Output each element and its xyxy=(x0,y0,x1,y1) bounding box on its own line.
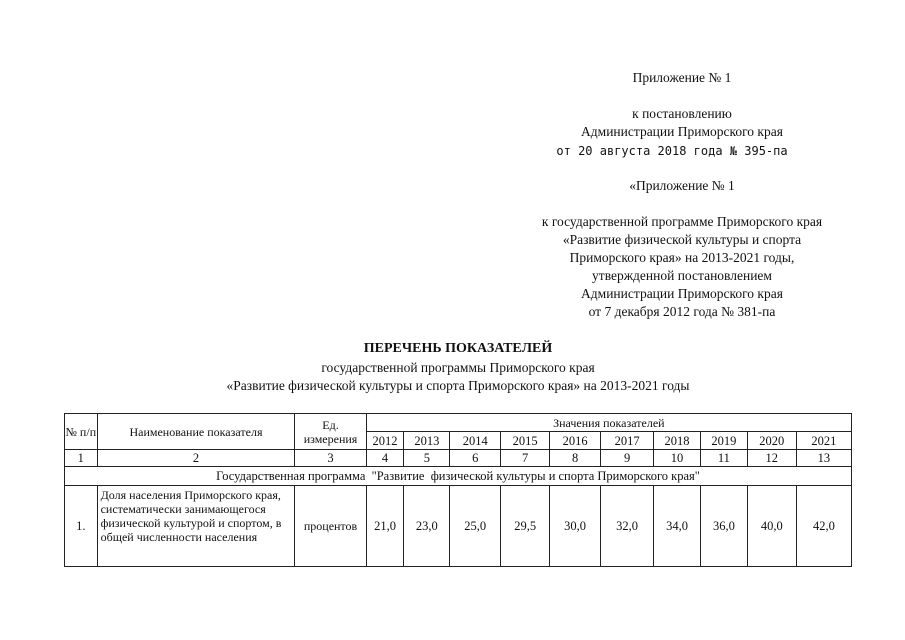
year-header: 2012 xyxy=(366,432,404,450)
header-unit-label: Ед. измерения xyxy=(303,417,358,446)
column-number: 8 xyxy=(550,450,601,467)
indicator-value: 21,0 xyxy=(366,486,404,567)
row-number: 1. xyxy=(65,486,98,567)
document-subtitle-1: государственной программы Приморского края xyxy=(321,360,595,375)
indicator-name: Доля населения Приморского края, систематически занимающегося физической культурой и спортом, в общей численности населения xyxy=(97,486,295,567)
indicator-unit: процентов xyxy=(295,486,366,567)
administration-label-2: Администрации Приморского края xyxy=(581,286,783,301)
column-number: 11 xyxy=(700,450,747,467)
indicator-value: 42,0 xyxy=(796,486,851,567)
column-number: 5 xyxy=(404,450,450,467)
program-row: Государственная программа "Развитие физической культуры и спорта Приморского края" xyxy=(65,467,852,486)
year-header: 2013 xyxy=(404,432,450,450)
indicator-value: 36,0 xyxy=(700,486,747,567)
year-header: 2016 xyxy=(550,432,601,450)
indicator-value: 29,5 xyxy=(501,486,550,567)
indicator-value: 30,0 xyxy=(550,486,601,567)
year-header: 2021 xyxy=(796,432,851,450)
column-number: 4 xyxy=(366,450,404,467)
year-header: 2018 xyxy=(654,432,701,450)
values-header: Значения показателей xyxy=(366,414,851,432)
column-number: 9 xyxy=(601,450,654,467)
resolution-date-number: от 20 августа 2018 года № 395-па xyxy=(556,144,788,158)
program-name-line-1: «Развитие физической культуры и спорта xyxy=(562,232,802,247)
indicators-table xyxy=(64,413,852,567)
appendix-label: Приложение № 1 xyxy=(632,70,732,85)
column-number: 3 xyxy=(295,450,366,467)
document-title: ПЕРЕЧЕНЬ ПОКАЗАТЕЛЕЙ xyxy=(363,341,553,356)
column-number: 10 xyxy=(654,450,701,467)
document-subtitle-2: «Развитие физической культуры и спорта Приморского края» на 2013-2021 годы xyxy=(226,378,690,393)
header-unit-cell xyxy=(295,414,366,450)
appendix-label-2: «Приложение № 1 xyxy=(629,178,735,193)
year-header: 2015 xyxy=(501,432,550,450)
indicator-value: 32,0 xyxy=(601,486,654,567)
indicator-value: 25,0 xyxy=(450,486,501,567)
indicator-value: 40,0 xyxy=(747,486,796,567)
header-name-cell xyxy=(97,414,295,450)
table-row xyxy=(65,486,852,567)
year-header: 2020 xyxy=(747,432,796,450)
indicator-value: 23,0 xyxy=(404,486,450,567)
resolution-label: к постановлению xyxy=(632,106,732,121)
column-number: 7 xyxy=(501,450,550,467)
column-number: 6 xyxy=(450,450,501,467)
year-header: 2017 xyxy=(601,432,654,450)
administration-label: Администрации Приморского края xyxy=(581,124,783,139)
column-number: 2 xyxy=(97,450,295,467)
header-name-label: Наименование показателя xyxy=(129,424,263,439)
header-num-label: № п/п xyxy=(65,424,97,439)
year-header: 2014 xyxy=(450,432,501,450)
indicator-value: 34,0 xyxy=(654,486,701,567)
program-name-line-2: Приморского края» на 2013-2021 годы, xyxy=(569,250,795,265)
program-approval-date: от 7 декабря 2012 года № 381-па xyxy=(588,304,776,319)
approved-label: утвержденной постановлением xyxy=(592,268,772,283)
column-number: 13 xyxy=(796,450,851,467)
header-num-cell xyxy=(65,414,98,450)
year-header: 2019 xyxy=(700,432,747,450)
program-reference: к государственной программе Приморского края xyxy=(541,214,823,229)
column-number: 12 xyxy=(747,450,796,467)
column-number: 1 xyxy=(65,450,98,467)
